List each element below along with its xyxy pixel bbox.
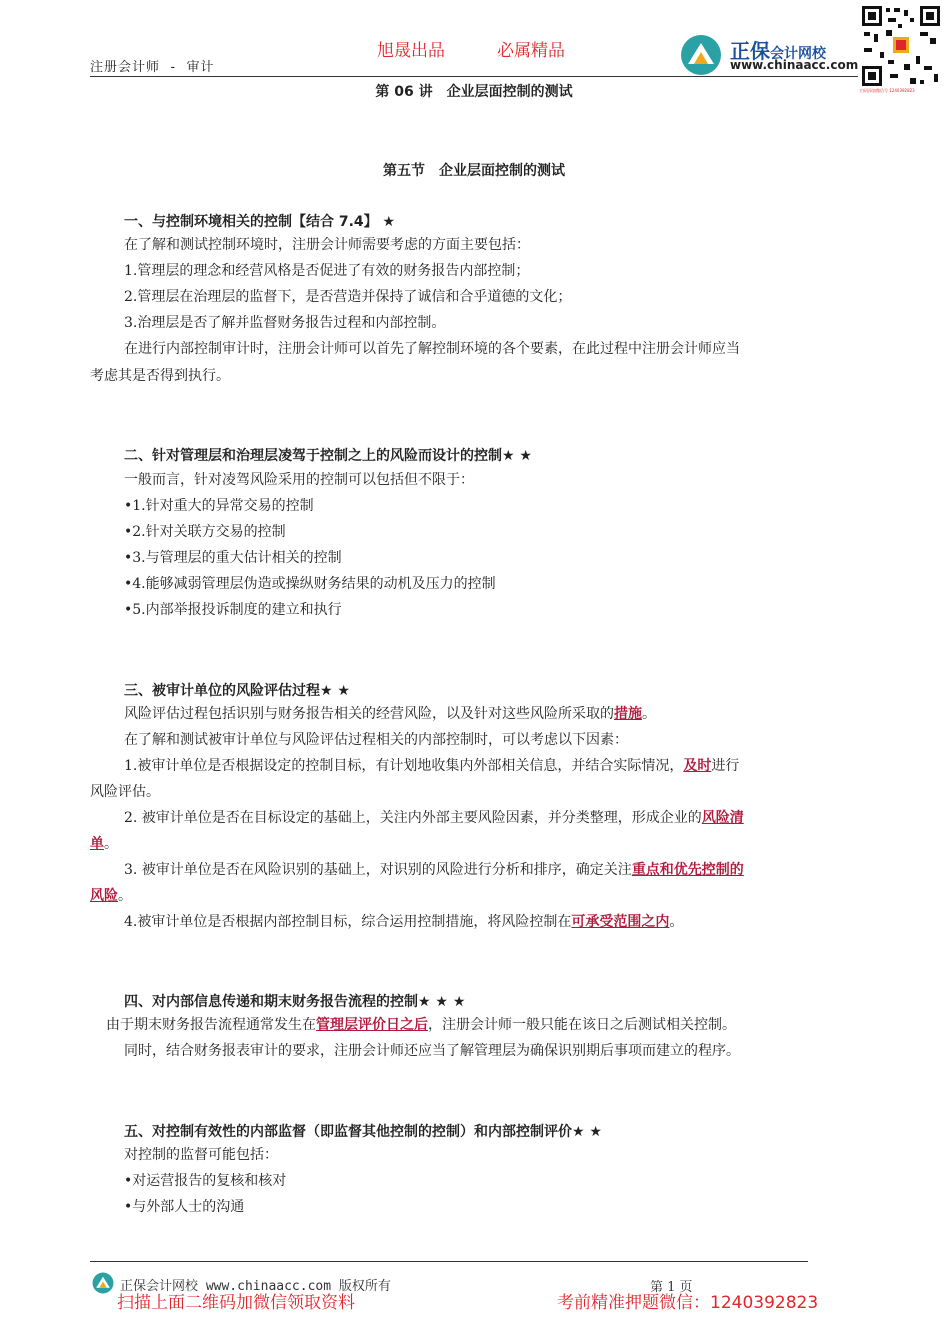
s5-intro: 对控制的监督可能包括： bbox=[124, 1147, 278, 1163]
heading-internal-monitoring: 五、对控制有效性的内部监督（即监督其他控制的控制）和内部控制评价★ ★ bbox=[124, 1124, 602, 1140]
s3-item-2-line-2: 单。 bbox=[90, 836, 118, 852]
s2-intro: 一般而言，针对凌驾风险采用的控制可以包括但不限于： bbox=[124, 472, 474, 488]
chinaacc-logo-icon bbox=[680, 34, 722, 76]
s3-para-1: 风险评估过程包括识别与财务报告相关的经营风险，以及针对这些风险所采取的措施。 bbox=[124, 706, 656, 722]
s1-para-line-2: 考虑其是否得到执行。 bbox=[90, 368, 230, 384]
highlight-acceptable-range: 可承受范围之内 bbox=[571, 914, 670, 930]
s5-bullet-1: •对运营报告的复核和核对 bbox=[124, 1173, 287, 1189]
qr-code-icon bbox=[860, 4, 942, 88]
brand-main: 正保 bbox=[730, 39, 770, 63]
s3-item-4: 4.被审计单位是否根据内部控制目标，综合运用控制措施，将风险控制在可承受范围之内。 bbox=[124, 914, 684, 930]
heading-control-environment: 一、与控制环境相关的控制【结合 7.4】 ★ bbox=[124, 214, 396, 230]
heading-override-risk: 二、针对管理层和治理层凌驾于控制之上的风险而设计的控制★ ★ bbox=[124, 448, 532, 464]
brand-sub: 会计网校 bbox=[770, 46, 826, 62]
s3-item-1-line-2: 风险评估。 bbox=[90, 784, 160, 800]
s4-para-2: 同时，结合财务报表审计的要求，注册会计师还应当了解管理层为确保识别期后事项而建立的程序。 bbox=[124, 1043, 740, 1059]
s1-item-2: 2.管理层在治理层的监督下，是否营造并保持了诚信和合乎道德的文化； bbox=[124, 289, 572, 305]
promo-right: 考前精准押题微信：1240392823 bbox=[557, 1293, 819, 1313]
header-divider bbox=[90, 76, 858, 77]
qr-caption: 扫码添加微信号 1240392823 bbox=[860, 88, 915, 93]
s1-intro: 在了解和测试控制环境时，注册会计师需要考虑的方面主要包括： bbox=[124, 237, 530, 253]
s3-item-2-line-1: 2. 被审计单位是否在目标设定的基础上，关注内外部主要风险因素，并分类整理，形成企业的风险清 bbox=[124, 810, 744, 826]
footer-divider bbox=[90, 1261, 808, 1262]
s2-bullet-4: •4.能够减弱管理层伪造或操纵财务结果的动机及压力的控制 bbox=[124, 576, 496, 592]
lecture-title: 第 06 讲 企业层面控制的测试 bbox=[375, 84, 573, 100]
subject-label: 注册会计师 - 审计 bbox=[90, 60, 215, 75]
highlight-priority-control: 重点和优先控制的 bbox=[631, 862, 744, 878]
s3-item-3-line-2: 风险。 bbox=[90, 888, 132, 904]
footer-copyright: 正保会计网校 www.chinaacc.com 版权所有 bbox=[120, 1279, 391, 1294]
heading-risk-assessment: 三、被审计单位的风险评估过程★ ★ bbox=[124, 683, 350, 699]
footer-logo-icon bbox=[92, 1272, 114, 1294]
s2-bullet-3: •3.与管理层的重大估计相关的控制 bbox=[124, 550, 342, 566]
s2-bullet-1: •1.针对重大的异常交易的控制 bbox=[124, 498, 314, 514]
s4-para-1: 由于期末财务报告流程通常发生在管理层评价日之后，注册会计师一般只能在该日之后测试相关控制。 bbox=[106, 1017, 736, 1033]
promo-left: 扫描上面二维码加微信领取资料 bbox=[117, 1293, 355, 1313]
highlight-measures: 措施 bbox=[614, 706, 642, 722]
slogan-left: 旭晟出品 bbox=[377, 41, 445, 61]
heading-period-end-reporting: 四、对内部信息传递和期末财务报告流程的控制★ ★ ★ bbox=[124, 994, 466, 1010]
brand-url: www.chinaacc.com bbox=[730, 58, 859, 72]
s5-bullet-2: •与外部人士的沟通 bbox=[124, 1199, 245, 1215]
section-title: 第五节 企业层面控制的测试 bbox=[383, 163, 565, 179]
s1-item-3: 3.治理层是否了解并监督财务报告过程和内部控制。 bbox=[124, 315, 446, 331]
s3-para-2: 在了解和测试被审计单位与风险评估过程相关的内部控制时，可以考虑以下因素： bbox=[124, 732, 628, 748]
s3-item-3-line-1: 3. 被审计单位是否在风险识别的基础上，对识别的风险进行分析和排序，确定关注重点和优先控制的 bbox=[124, 862, 744, 878]
s1-para-line-1: 在进行内部控制审计时，注册会计师可以首先了解控制环境的各个要素，在此过程中注册会计师应当 bbox=[124, 341, 740, 357]
s3-item-1-line-1: 1.被审计单位是否根据设定的控制目标，有计划地收集内外部相关信息，并结合实际情况，及时进行 bbox=[124, 758, 740, 774]
s2-bullet-2: •2.针对关联方交易的控制 bbox=[124, 524, 286, 540]
s2-bullet-5: •5.内部举报投诉制度的建立和执行 bbox=[124, 602, 342, 618]
s1-item-1: 1.管理层的理念和经营风格是否促进了有效的财务报告内部控制； bbox=[124, 263, 530, 279]
highlight-timely: 及时 bbox=[683, 758, 712, 774]
highlight-risk-list: 风险清 bbox=[701, 810, 744, 826]
highlight-after-evaluation-date: 管理层评价日之后 bbox=[316, 1017, 428, 1033]
page-number: 第 1 页 bbox=[650, 1280, 693, 1295]
slogan-right: 必属精品 bbox=[497, 41, 565, 61]
